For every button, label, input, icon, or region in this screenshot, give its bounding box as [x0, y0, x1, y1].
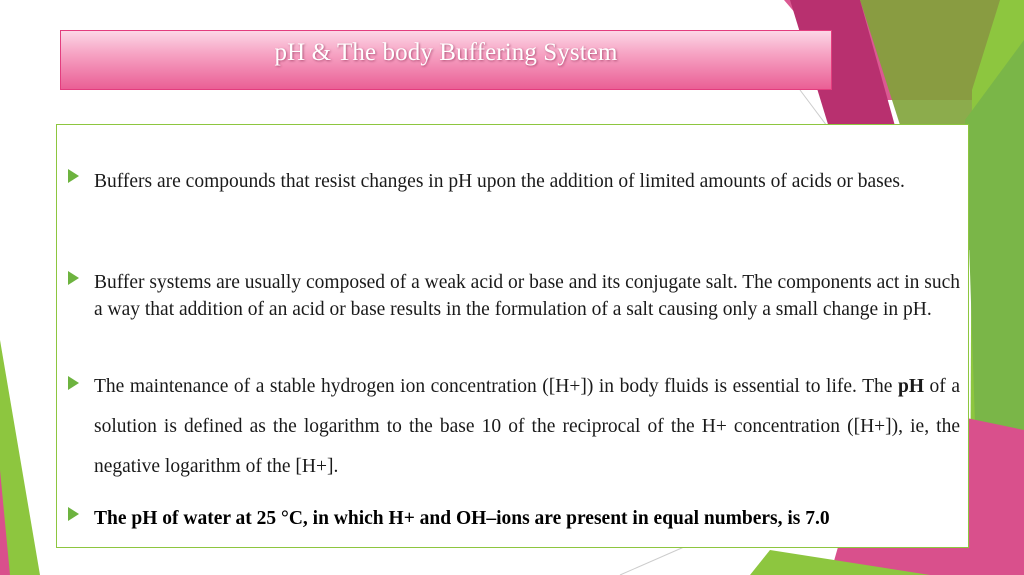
- title-bar: [60, 30, 832, 90]
- ph-bold-term: pH: [897, 376, 924, 397]
- bullet-text-1: Buffers are compounds that resist changes in pH upon the addition of limited amounts of acids or bases.: [94, 171, 905, 192]
- bullet-text-2: Buffer systems are usually composed of a weak acid or base and its conjugate salt. The components act in such a way that addition of an acid or base results in the formulation of a salt causing only a small change in pH.: [94, 272, 960, 320]
- slide-title: pH & The body Buffering System: [274, 39, 618, 66]
- bullet-arrow-icon: [68, 507, 79, 521]
- content-box: [56, 124, 969, 548]
- bullet-text-4: The pH of water at 25 °C, in which H+ and OH–ions are present in equal numbers, is 7.0: [94, 508, 830, 529]
- bullet-arrow-icon: [68, 376, 79, 390]
- bullet-text-3: [94, 367, 960, 487]
- bullet-text-3-before: The maintenance of a stable hydrogen ion concentration ([H+]) in body fluids is essential to life. The: [94, 376, 898, 397]
- bullet-arrow-icon: [68, 271, 79, 285]
- bullet-arrow-icon: [68, 169, 79, 183]
- bullet-text-3-after: of a solution is defined as the logarithm to the base 10 of the reciprocal of the H+ concentration ([H+]), ie, the negative logarithm of the [H+].: [94, 376, 960, 477]
